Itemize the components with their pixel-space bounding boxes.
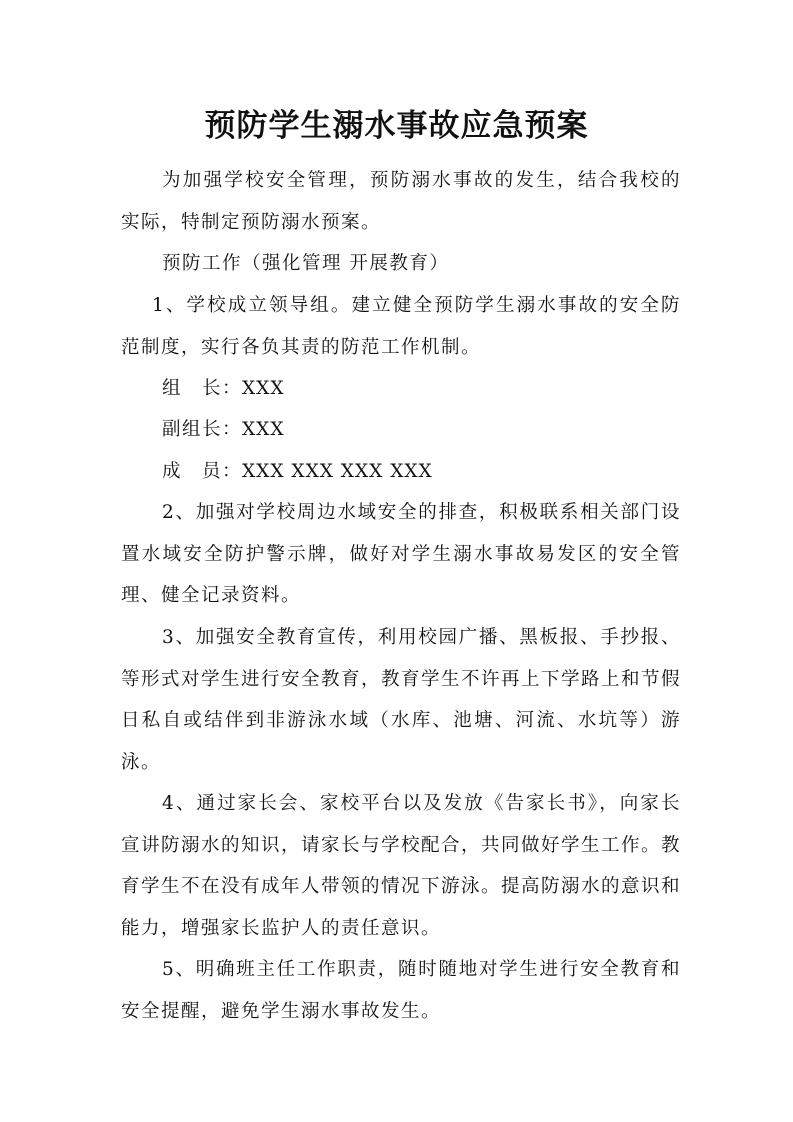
item-1-paragraph: 1、学校成立领导组。建立健全预防学生溺水事故的安全防范制度，实行各负其责的防范工作机制。: [121, 295, 681, 358]
item-3-paragraph: 3、加强安全教育宣传，利用校园广播、黑板报、手抄报、等形式对学生进行安全教育，教育学生不许再上下学路上和节假日私自或结伴到非游泳水域（水库、池塘、河流、水坑等）游泳。: [121, 627, 682, 773]
leader-line: [162, 368, 285, 410]
members-line: [162, 451, 433, 493]
deputy-leader-label: 副组长：: [162, 419, 243, 440]
deputy-leader-value: XXX: [242, 419, 285, 440]
deputy-leader-line: [162, 409, 285, 451]
item-2-paragraph: 2、加强对学校周边水域安全的排查，积极联系相关部门设置水域安全防护警示牌，做好对学生溺水事故易发区的安全管理、健全记录资料。: [121, 502, 681, 606]
section-heading: 预防工作（强化管理 开展教育）: [162, 253, 450, 274]
members-label: 成 员：: [162, 461, 243, 482]
members-value: XXX XXX XXX XXX: [242, 461, 433, 482]
document-title: 预防学生溺水事故应急预案: [204, 108, 589, 144]
item-5-paragraph: 5、明确班主任工作职责，随时随地对学生进行安全教育和安全提醒，避免学生溺水事故发生。: [121, 959, 681, 1022]
intro-paragraph: 为加强学校安全管理，预防溺水事故的发生，结合我校的实际，特制定预防溺水预案。: [121, 170, 681, 233]
leader-value: XXX: [242, 378, 285, 399]
item-4-paragraph: 4、通过家长会、家校平台以及发放《告家长书》，向家长宣讲防溺水的知识，请家长与学校配合，共同做好学生工作。教育学生不在没有成年人带领的情况下游泳。提高防溺水的意识和能力，增强家长监护人的责任意识。: [121, 793, 682, 939]
leader-label: 组 长：: [162, 378, 243, 399]
